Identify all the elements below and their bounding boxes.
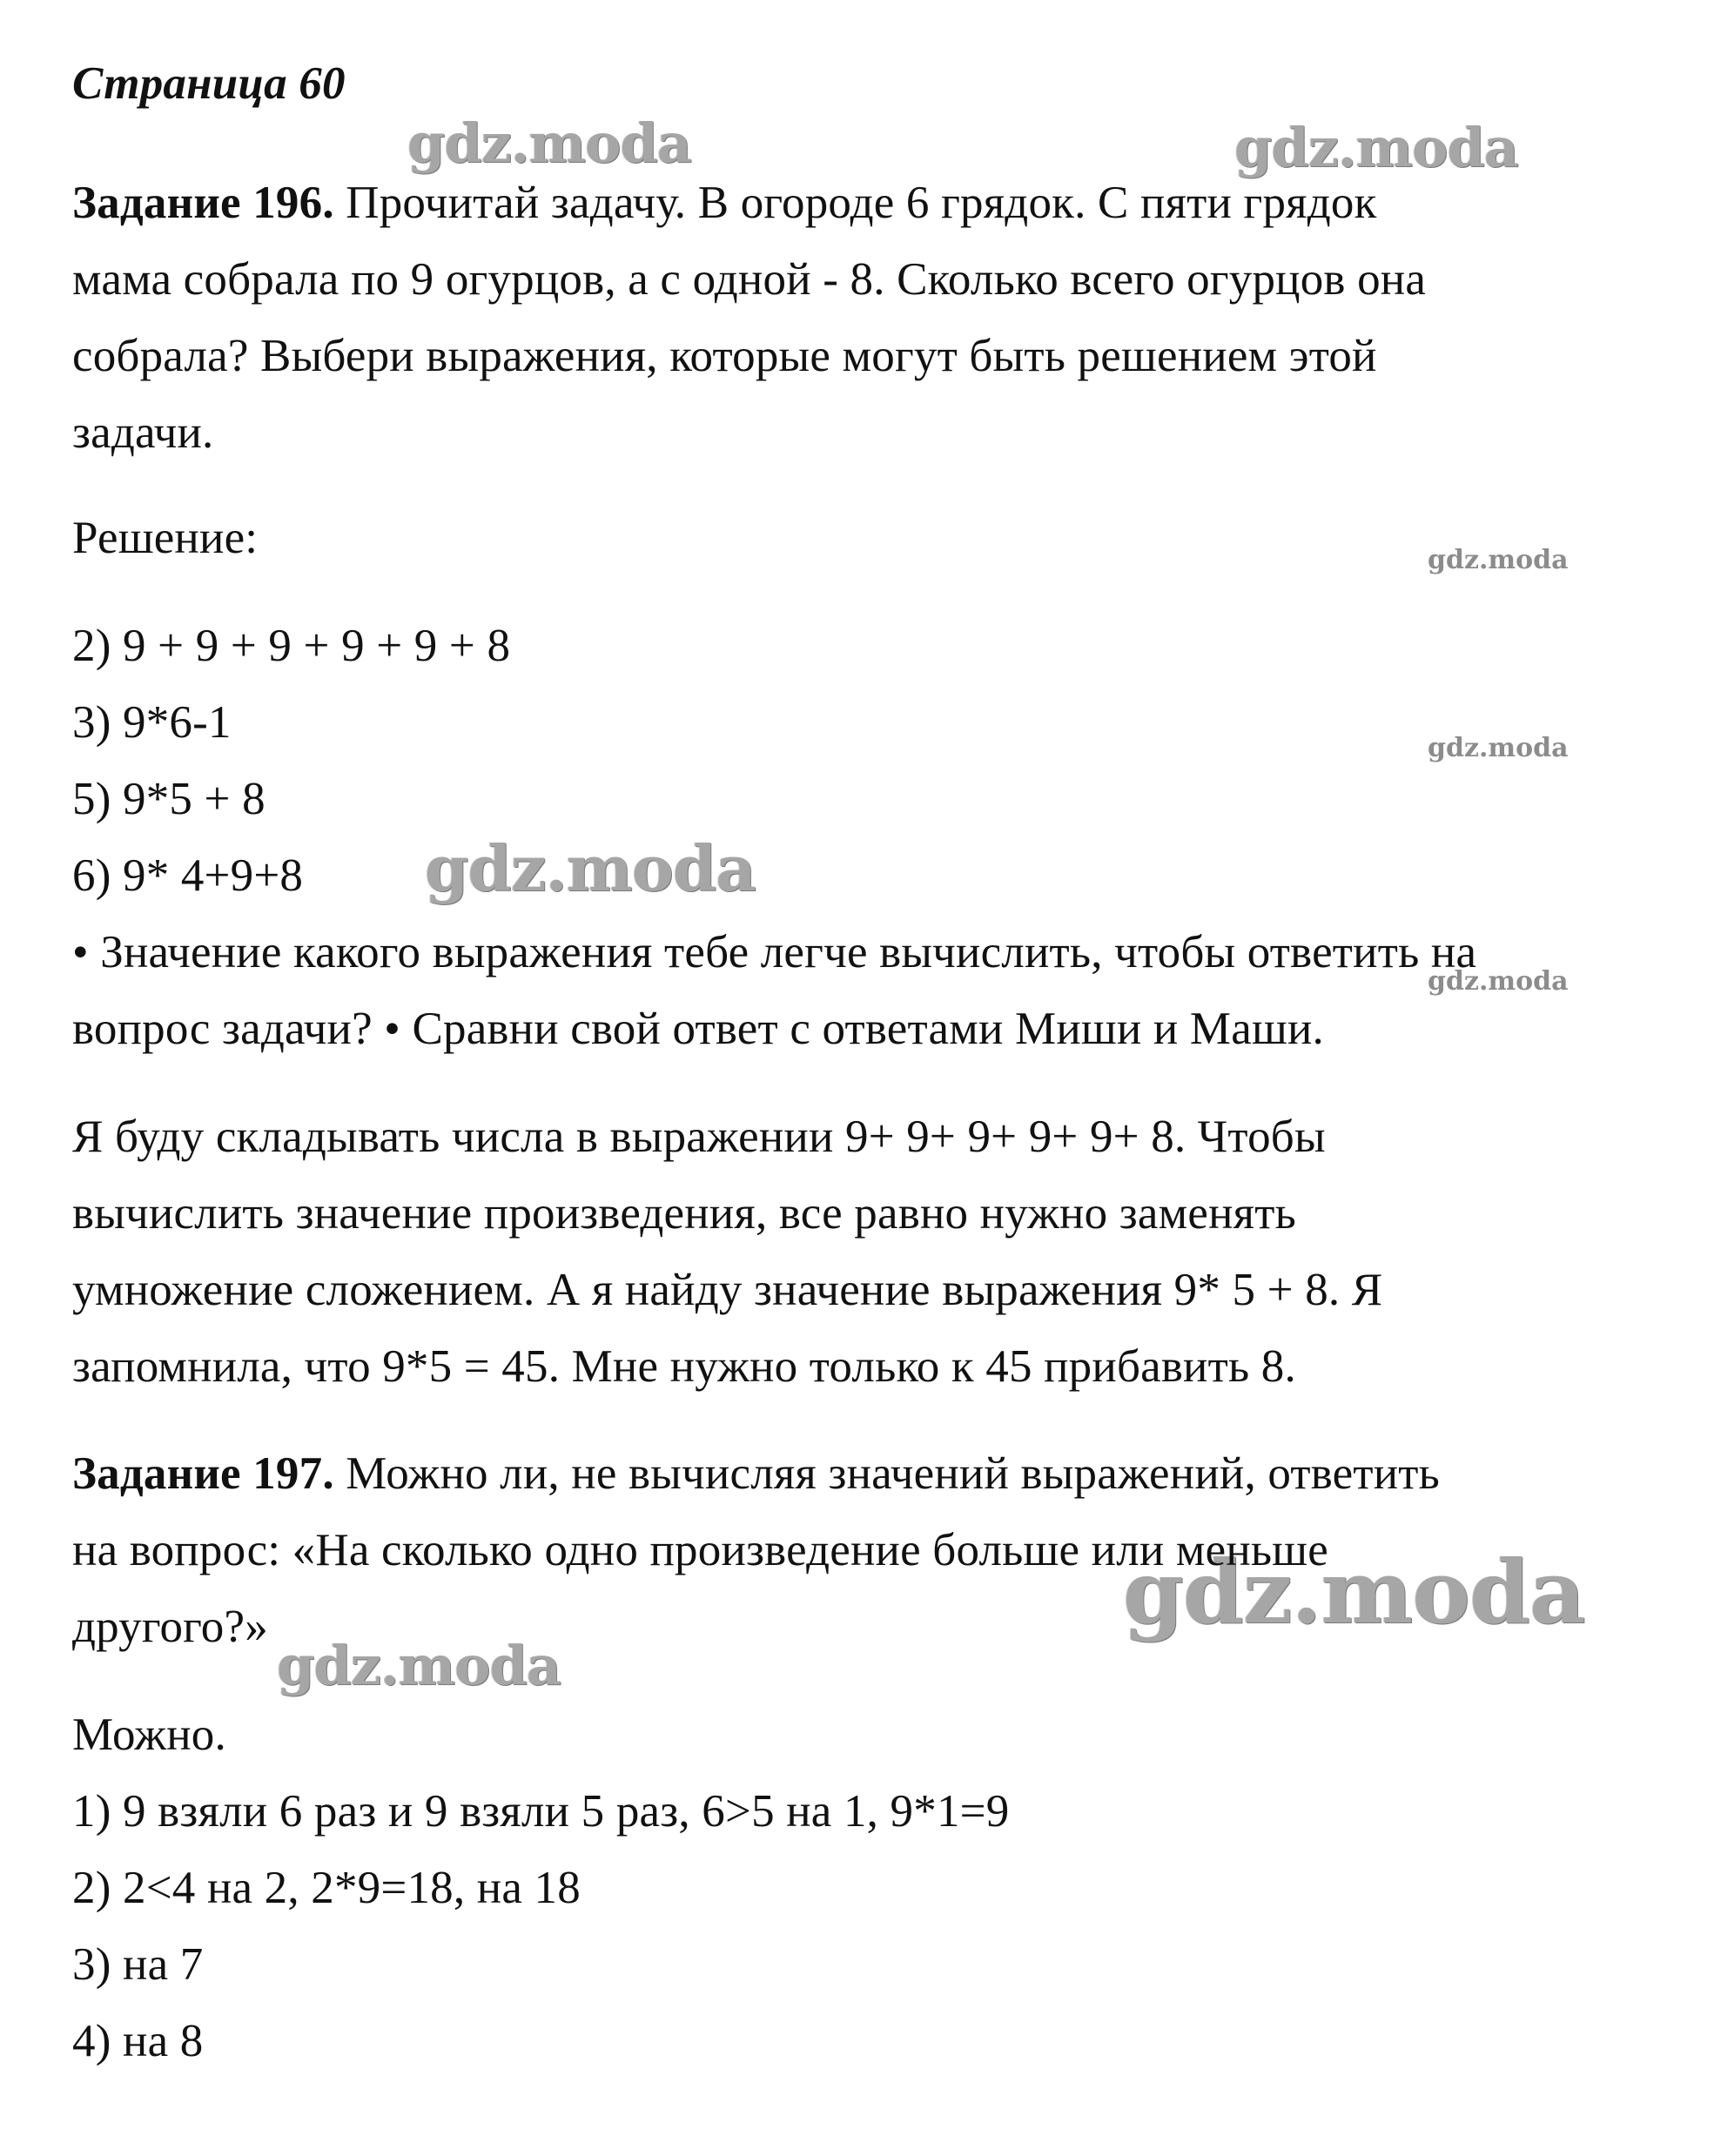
solution-label: Решение:: [72, 513, 259, 563]
task197-label: Задание 197.: [72, 1448, 334, 1499]
task196-line-3: собрала? Выбери выражения, которые могут быть решением этой: [72, 331, 1377, 381]
task197-line-3: другого?»: [72, 1602, 268, 1652]
task196-line-2: мама собрала по 9 огурцов, а с одной - 8. Сколько всего огурцов она: [72, 254, 1427, 305]
watermark-logo: gdz.moda: [407, 111, 691, 175]
watermark-logo: gdz.moda: [425, 831, 756, 905]
task197-line-2: на вопрос: «На сколько одно произведение больше или меньше: [72, 1525, 1329, 1575]
option-item: 6) 9* 4+9+8: [72, 850, 304, 901]
option-item: 3) 9*6-1: [72, 697, 232, 748]
watermark-logo: gdz.moda: [1234, 116, 1518, 179]
watermark-logo: gdz.moda: [1428, 966, 1569, 997]
answer-line: вычислить значение произведения, все равно нужно заменять: [72, 1188, 1296, 1239]
task196-line-4: задачи.: [72, 407, 214, 458]
task197-answer: 1) 9 взяли 6 раз и 9 взяли 5 раз, 6>5 на 1, 9*1=9: [72, 1786, 1010, 1837]
task196-label: Задание 196.: [72, 178, 334, 228]
task197-line-1: [72, 1447, 1440, 1500]
watermark-logo: gdz.moda: [1123, 1541, 1585, 1643]
answer-line: Я буду складывать числа в выражении 9+ 9+ 9+ 9+ 9+ 8. Чтобы: [72, 1112, 1326, 1162]
answer-intro: Можно.: [72, 1709, 226, 1760]
page-title: Страница 60: [72, 58, 346, 109]
option-item: 5) 9*5 + 8: [72, 774, 266, 824]
question-line: • Значение какого выражения тебе легче вычислить, чтобы ответить на: [72, 927, 1477, 977]
task196-line-1: [72, 177, 1377, 229]
answer-line: запомнила, что 9*5 = 45. Мне нужно только к 45 прибавить 8.: [72, 1341, 1296, 1392]
task197-text: Можно ли, не вычисляя значений выражений, ответить: [333, 1448, 1441, 1499]
watermark-logo: gdz.moda: [1428, 545, 1569, 575]
question-line: вопрос задачи? • Сравни свой ответ с ответами Миши и Маши.: [72, 1004, 1324, 1054]
option-item: 2) 9 + 9 + 9 + 9 + 9 + 8: [72, 621, 511, 671]
watermark-logo: gdz.moda: [277, 1634, 561, 1697]
watermark-logo: gdz.moda: [1428, 733, 1569, 763]
answer-line: умножение сложением. А я найду значение выражения 9* 5 + 8. Я: [72, 1265, 1383, 1315]
task197-answer: 4) на 8: [72, 2016, 204, 2066]
task196-text: Прочитай задачу. В огороде 6 грядок. С пяти грядок: [333, 178, 1377, 228]
task197-answer: 3) на 7: [72, 1939, 204, 1990]
task197-answer: 2) 2<4 на 2, 2*9=18, на 18: [72, 1863, 581, 1913]
